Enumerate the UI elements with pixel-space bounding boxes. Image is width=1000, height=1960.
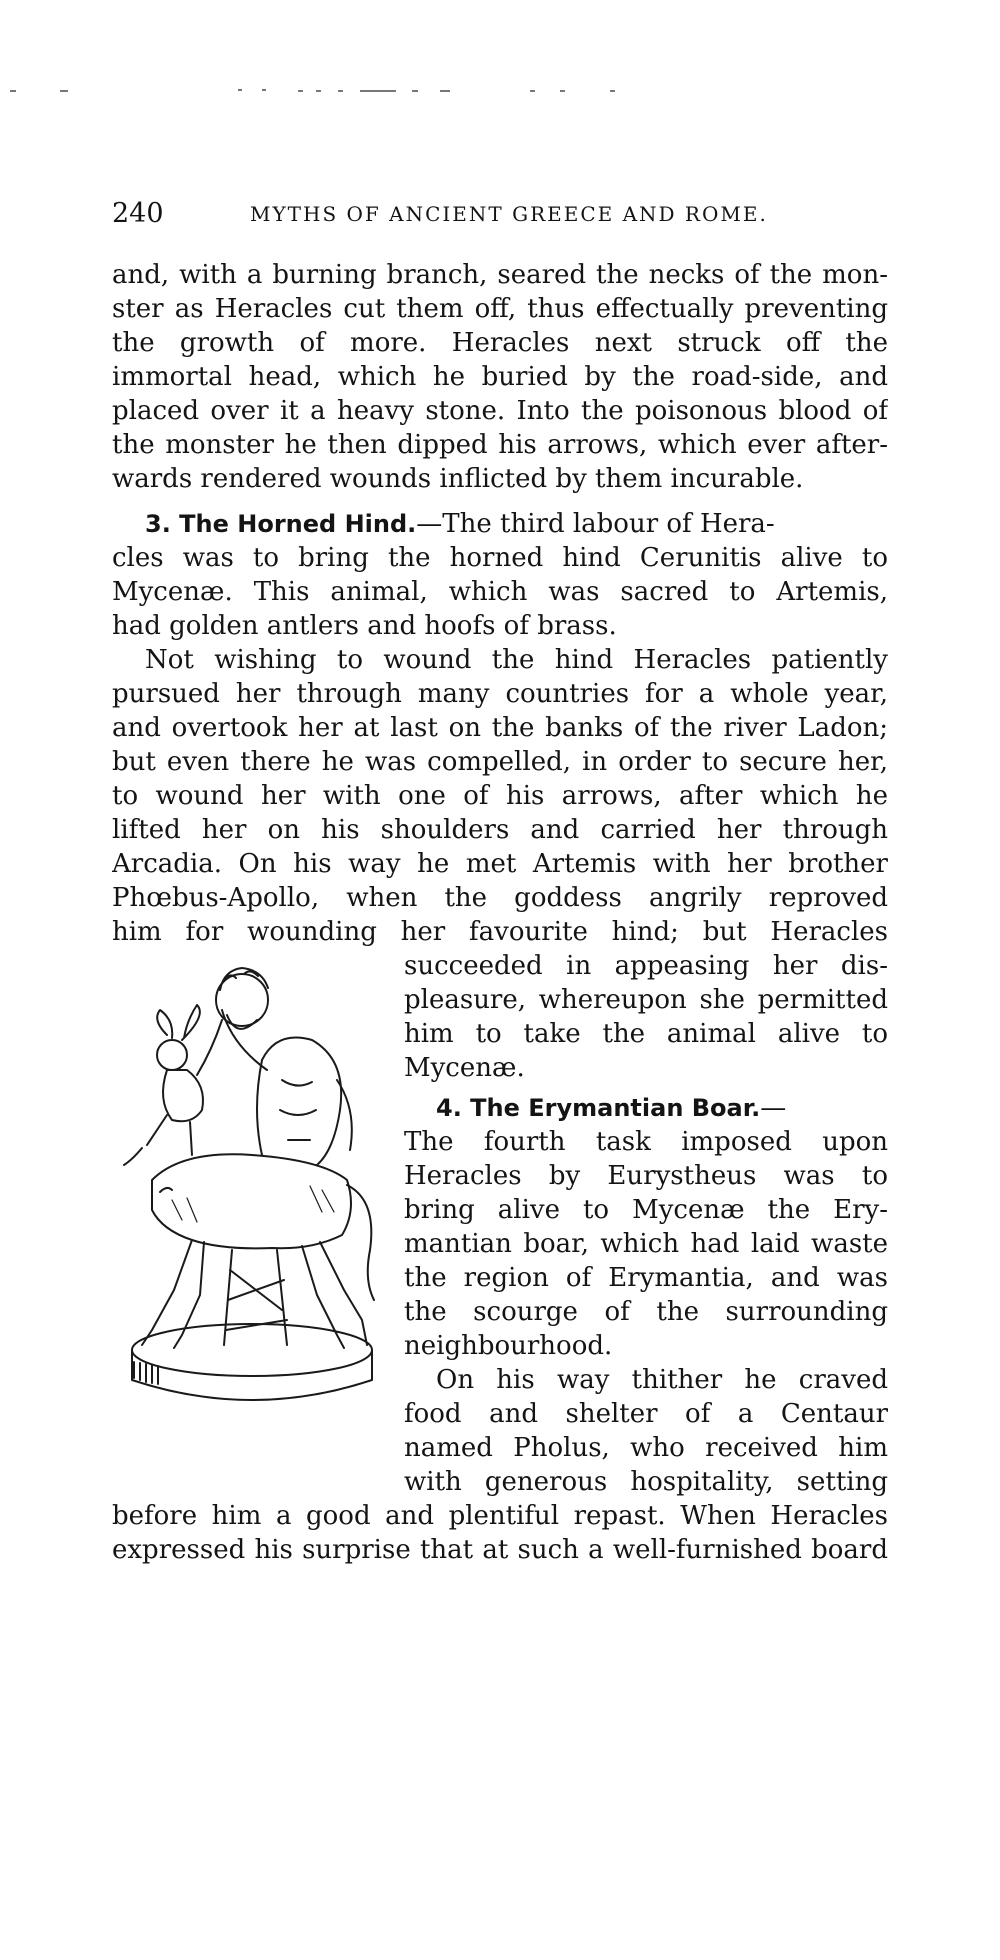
text-line: and, with a burning branch, seared the necks of the mon- <box>112 260 888 290</box>
text-line: but even there he was compelled, in order to secure her, <box>112 747 888 777</box>
text-line: immortal head, which he buried by the road-side, and <box>112 362 888 392</box>
text-line: expressed his surprise that at such a well-furnished board <box>112 1535 888 1565</box>
text-line: named Pholus, who received him <box>404 1433 888 1463</box>
text-line: pleasure, whereupon she permitted <box>404 985 888 1015</box>
text-line: food and shelter of a Centaur <box>404 1399 888 1429</box>
text-line: The fourth task imposed upon <box>404 1127 888 1157</box>
centaur-with-cupid-statue-icon <box>112 950 382 1420</box>
section-3-first-line <box>145 507 775 541</box>
text-line: Phœbus-Apollo, when the goddess angrily reproved <box>112 883 888 913</box>
text-line: ster as Heracles cut them off, thus effectually preventing <box>112 294 888 324</box>
text-fragment: — <box>760 1093 787 1123</box>
text-line: the scourge of the surrounding <box>404 1297 888 1327</box>
text-line: the growth of more. Heracles next struck off the <box>112 328 888 358</box>
text-line: Arcadia. On his way he met Artemis with her brother <box>112 849 888 879</box>
text-line: Not wishing to wound the hind Heracles patiently <box>145 645 888 675</box>
text-line: him to take the animal alive to <box>404 1019 888 1049</box>
text-line: with generous hospitality, setting <box>404 1467 888 1497</box>
text-line: neighbourhood. <box>404 1331 613 1361</box>
text-fragment: —The third labour of Hera- <box>416 509 775 539</box>
text-line: Mycenæ. This animal, which was sacred to Artemis, <box>112 577 888 607</box>
section-heading-horned-hind: 3. The Horned Hind. <box>145 510 417 538</box>
section-heading-erymantian-boar: 4. The Erymantian Boar. <box>436 1094 761 1122</box>
text-line: On his way thither he craved <box>436 1365 888 1395</box>
text-line: the region of Erymantia, and was <box>404 1263 888 1293</box>
page-header <box>112 198 888 238</box>
text-line: cles was to bring the horned hind Cerunitis alive to <box>112 543 888 573</box>
section-4-first-line <box>436 1091 786 1125</box>
text-line: before him a good and plentiful repast. When Heracles <box>112 1501 888 1531</box>
text-line: and overtook her at last on the banks of the river Ladon; <box>112 713 888 743</box>
text-line: bring alive to Mycenæ the Ery- <box>404 1195 888 1225</box>
text-line: Mycenæ. <box>404 1053 525 1083</box>
text-line: him for wounding her favourite hind; but Heracles <box>112 917 888 947</box>
text-line: placed over it a heavy stone. Into the poisonous blood of <box>112 396 888 426</box>
text-line: the monster he then dipped his arrows, which ever after- <box>112 430 888 460</box>
text-line: Heracles by Eurystheus was to <box>404 1161 888 1191</box>
text-line: mantian boar, which had laid waste <box>404 1229 888 1259</box>
text-line: to wound her with one of his arrows, after which he <box>112 781 888 811</box>
text-line: pursued her through many countries for a whole year, <box>112 679 888 709</box>
text-line: wards rendered wounds inflicted by them incurable. <box>112 464 804 494</box>
scan-noise-marks <box>0 88 1000 94</box>
text-line: lifted her on his shoulders and carried her through <box>112 815 888 845</box>
text-line: succeeded in appeasing her dis- <box>404 951 888 981</box>
page-number: 240 <box>112 198 164 229</box>
text-line: had golden antlers and hoofs of brass. <box>112 611 617 641</box>
running-title: MYTHS OF ANCIENT GREECE AND ROME. <box>250 202 768 226</box>
